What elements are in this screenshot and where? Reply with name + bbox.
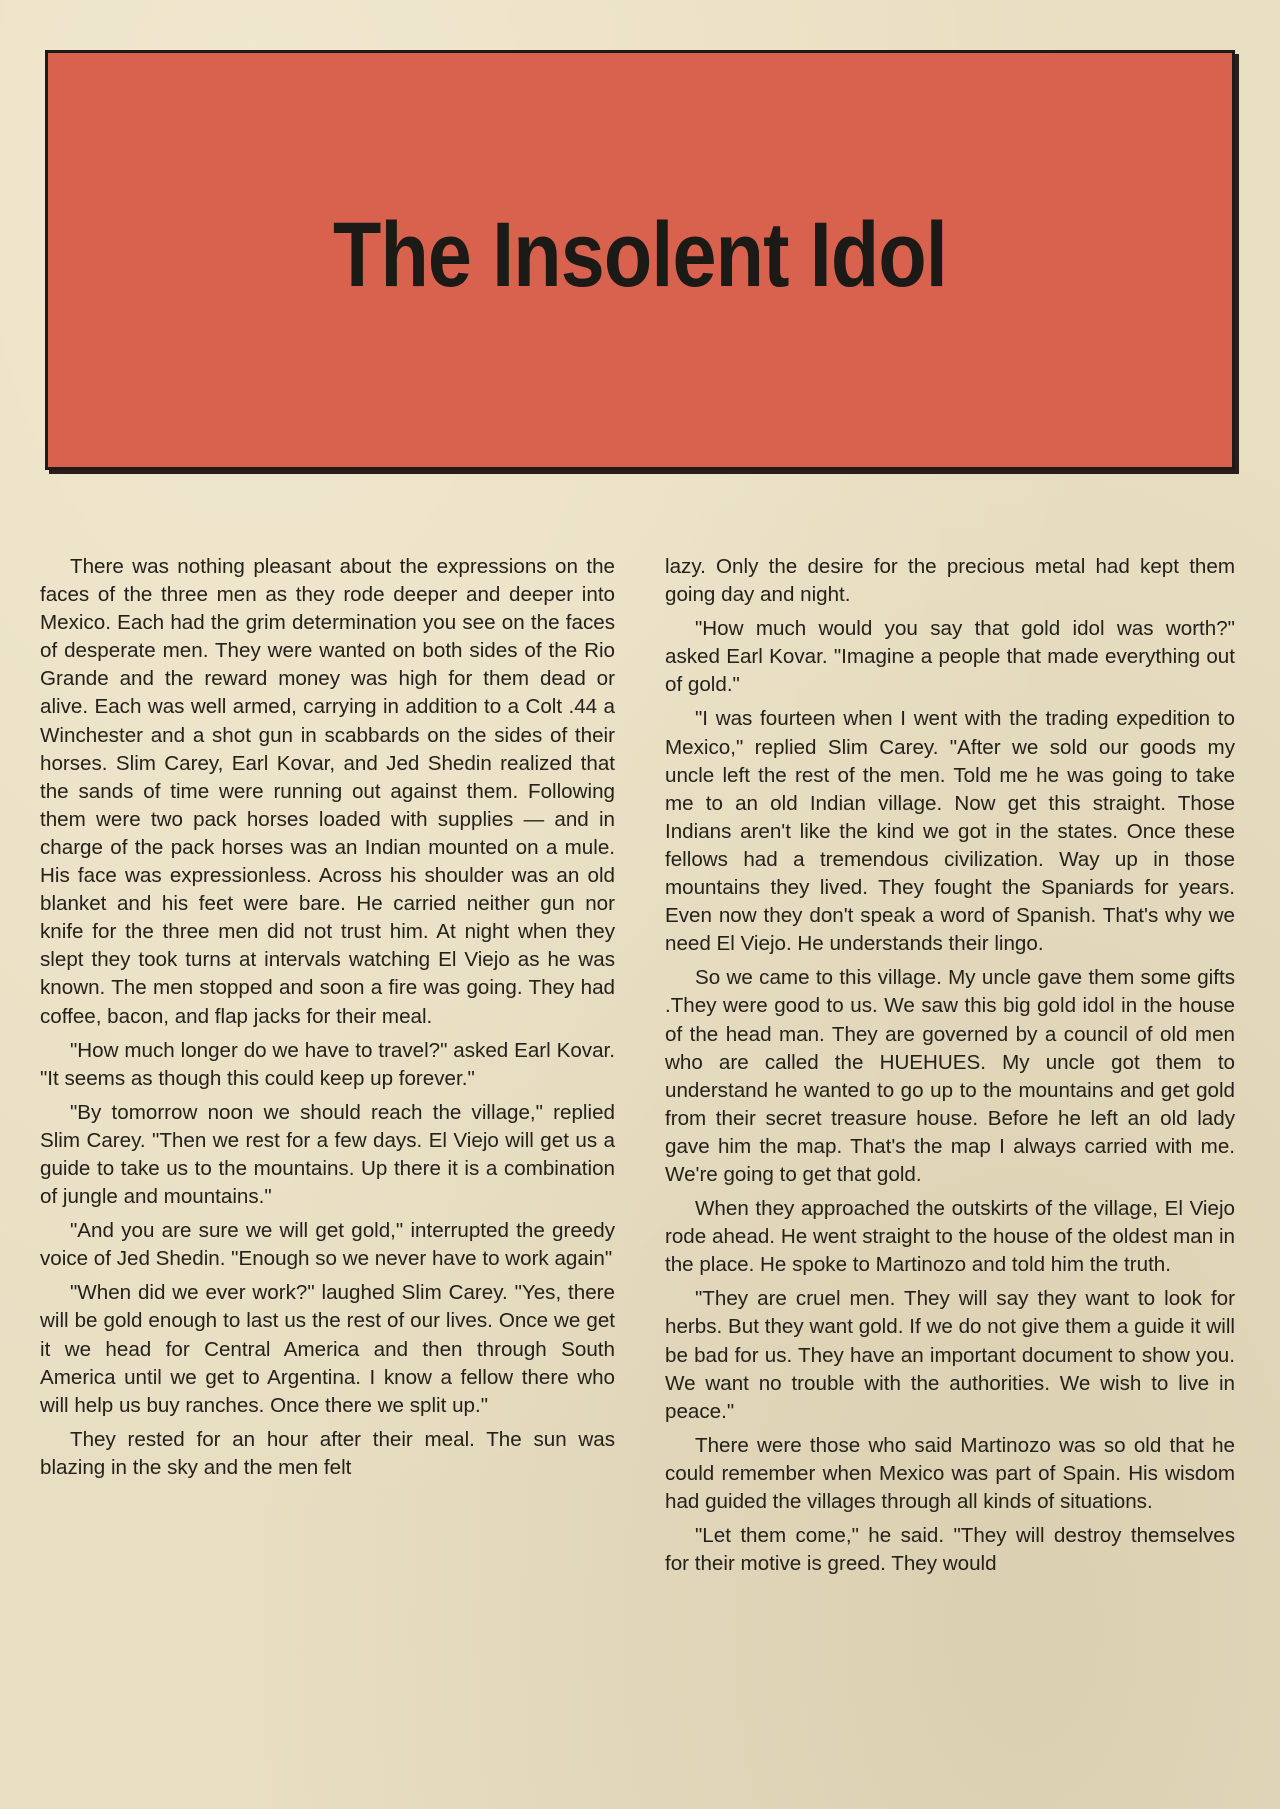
paragraph: There was nothing pleasant about the expressions on the faces of the three men as they rode deeper and deeper into Mexico. Each had the grim determination you see on the faces of desperate men. They were wanted on both sides of the Rio Grande and the reward money was high for them dead or alive. Each was well armed, carrying in addition to a Colt .44 a Winchester and a shot gun in scabbards on the sides of their horses. Slim Carey, Earl Kovar, and Jed Shedin realized that the sands of time were running out against them. Following them were two pack horses loaded with supplies — and in charge of the pack horses was an Indian mounted on a mule. His face was expressionless. Across his shoulder was an old blanket and his feet were bare. He carried neither gun nor knife for the three men did not trust him. At night when they slept they took turns at intervals watching El Viejo as he was known. The men stopped and soon a fire was going. They had coffee, bacon, and flap jacks for their meal. [40, 555, 615, 1028]
paragraph: They rested for an hour after their meal. The sun was blazing in the sky and the men felt [40, 1427, 615, 1479]
paragraph: "By tomorrow noon we should reach the village," replied Slim Carey. "Then we rest for a few days. El Viejo will get us a guide to take us to the mountains. Up there it is a combination of jungle and mountains." [40, 1100, 615, 1209]
paragraph: "They are cruel men. They will say they want to look for herbs. But they want gold. If we do not give them a guide it will be bad for us. They have an important document to show you. We want no trouble with the authorities. We wish to live in peace." [665, 1287, 1235, 1423]
paragraph: "When did we ever work?" laughed Slim Carey. "Yes, there will be gold enough to last us the rest of our lives. Once we get it we head for Central America and then through South America until we get to Argentina. I know a fellow there who will help us buy ranches. Once there we split up." [40, 1281, 615, 1417]
title-banner [45, 50, 1235, 470]
paragraph: So we came to this village. My uncle gave them some gifts .They were good to us. We saw this big gold idol in the house of the head man. They are governed by a council of old men who are called the HUEHUES. My uncle got them to understand he wanted to go up to the mountains and get gold from their secret treasure house. Before he left an old lady gave him the map. That's the map I always carried with me. We're going to get that gold. [665, 966, 1235, 1186]
paragraph: "How much longer do we have to travel?" asked Earl Kovar. "It seems as though this could keep up forever." [40, 1038, 615, 1090]
paragraph: When they approached the outskirts of the village, El Viejo rode ahead. He went straight to the house of the oldest man in the place. He spoke to Martinozo and told him the truth. [665, 1197, 1235, 1277]
story-title: The Insolent Idol [333, 203, 947, 306]
paragraph: "I was fourteen when I went with the trading expedition to Mexico," replied Slim Carey. "After we sold our goods my uncle left the rest of the men. Told me he was going to take me to an old Indian village. Now get this straight. Those Indians aren't like the kind we got in the states. Once these fellows had a tremendous civilization. Way up in those mountains they lived. They fought the Spaniards for years. Even now they don't speak a word of Spanish. That's why we need El Viejo. He understands their lingo. [665, 707, 1235, 956]
paragraph: "Let them come," he said. "They will destroy themselves for their motive is greed. They would [665, 1524, 1235, 1576]
paragraph: "And you are sure we will get gold," interrupted the greedy voice of Jed Shedin. "Enough so we never have to work again" [40, 1219, 615, 1271]
paragraph-continued: lazy. Only the desire for the precious metal had kept them going day and night. [665, 555, 1235, 607]
left-column [40, 553, 615, 1482]
paragraph: "How much would you say that gold idol was worth?" asked Earl Kovar. "Imagine a people that made everything out of gold." [665, 617, 1235, 697]
paragraph: There were those who said Martinozo was so old that he could remember when Mexico was part of Spain. His wisdom had guided the villages through all kinds of situations. [665, 1433, 1235, 1513]
right-column [665, 553, 1235, 1578]
